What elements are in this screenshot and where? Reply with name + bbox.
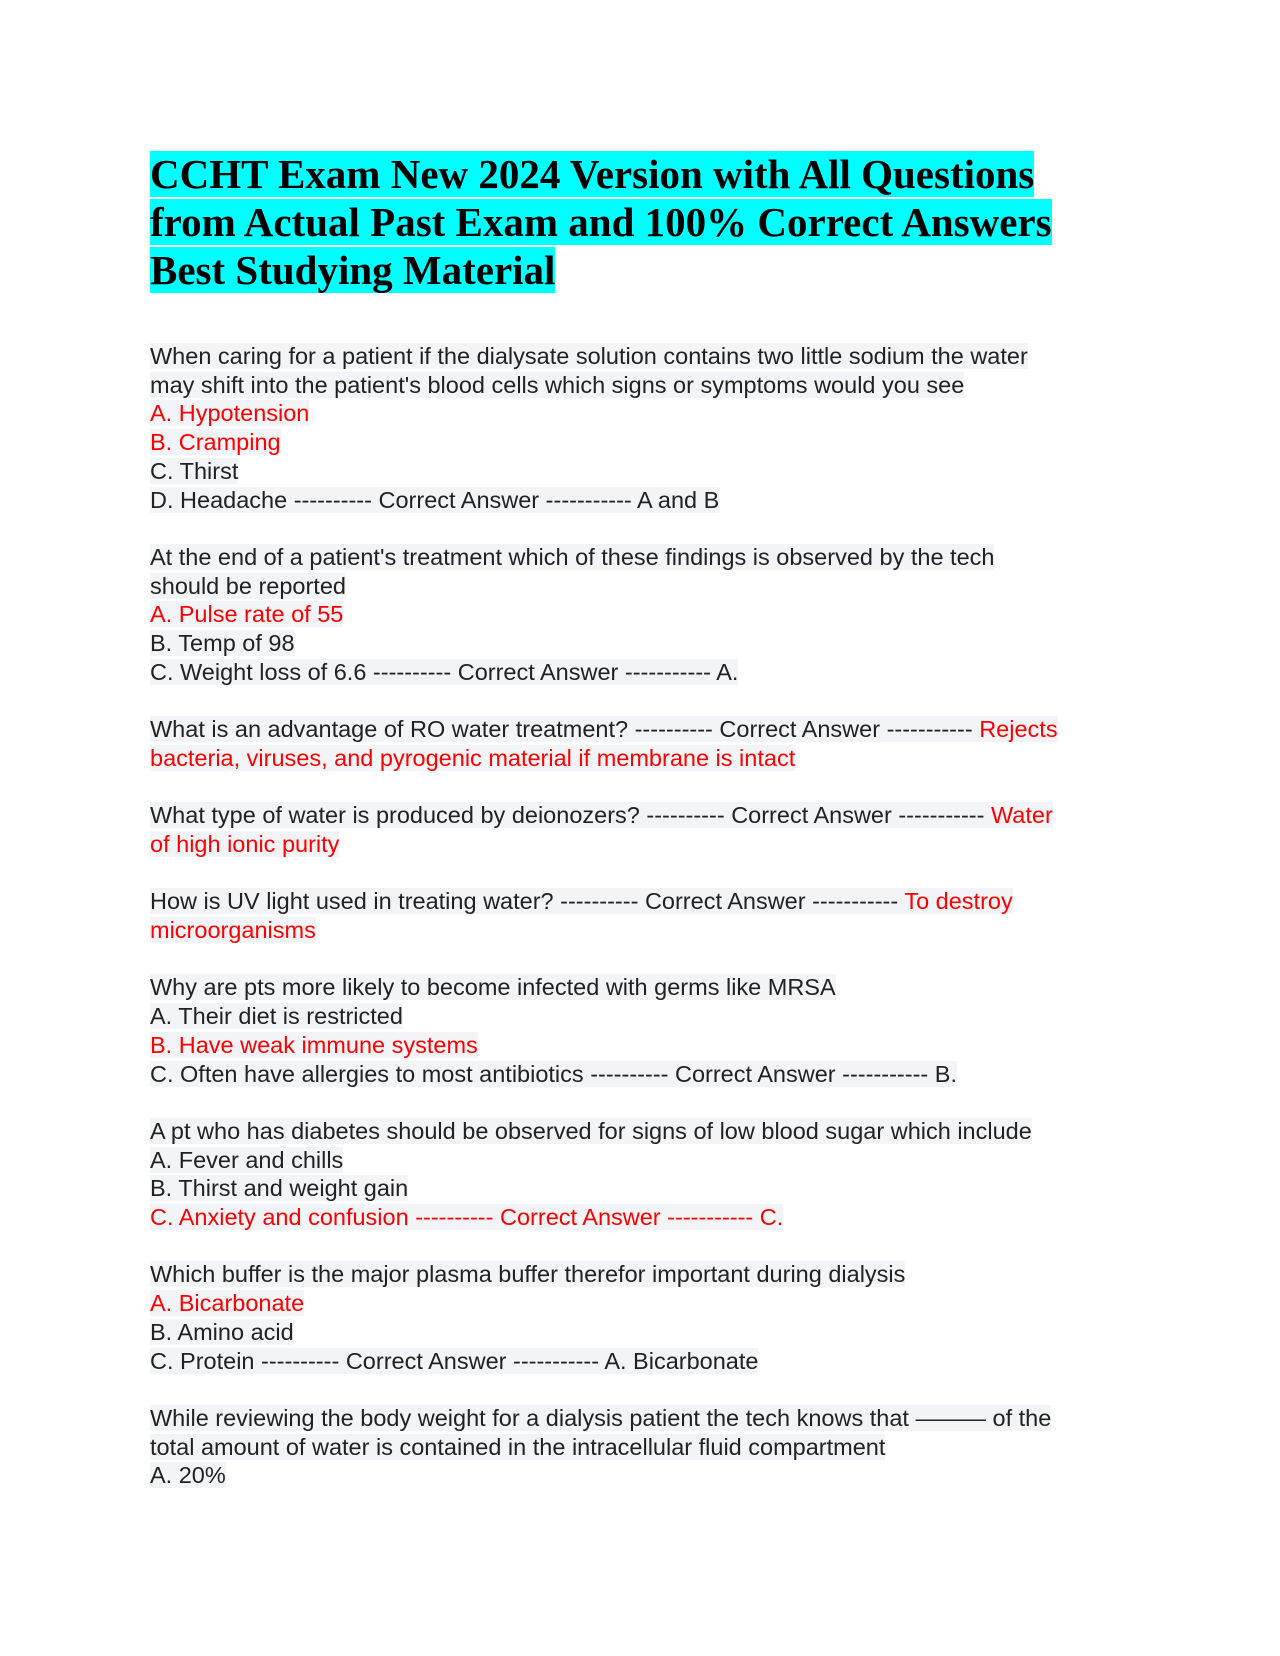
correct-answer-label: Correct Answer — [731, 802, 892, 829]
option: C. Thirst — [150, 457, 239, 484]
question-text: A pt who has diabetes should be observed for signs of low blood sugar which include — [150, 1117, 1032, 1144]
separator: ----------- — [812, 888, 899, 915]
question-text: may shift into the patient's blood cells which signs or symptoms would you see — [150, 371, 965, 398]
question-text: What type of water is produced by deionozers? — [150, 802, 640, 829]
question-block — [150, 1404, 1130, 1490]
separator: ----------- — [545, 486, 632, 513]
option-correct: A. Bicarbonate — [150, 1290, 305, 1317]
option-correct: B. Have weak immune systems — [150, 1031, 478, 1058]
separator: ---------- — [646, 802, 725, 829]
answer: C. — [759, 1204, 784, 1230]
option-correct: B. Cramping — [150, 429, 281, 456]
title-line-3: Best Studying Material — [150, 247, 556, 293]
option: C. Weight loss of 6.6 — [150, 658, 367, 685]
option: D. Headache — [150, 486, 288, 513]
option: C. Protein — [150, 1347, 255, 1374]
option: B. Amino acid — [150, 1318, 294, 1345]
answer: Water — [990, 802, 1053, 829]
separator: ---------- — [634, 716, 713, 743]
separator: ----------- — [898, 802, 985, 829]
option-correct: A. Hypotension — [150, 400, 310, 427]
question-text: of the — [992, 1404, 1052, 1431]
question-text: How is UV light used in treating water? — [150, 888, 554, 915]
correct-answer-label: Correct Answer — [644, 888, 806, 915]
option-correct: C. Anxiety and confusion — [150, 1204, 409, 1230]
option: A. 20% — [150, 1462, 226, 1489]
title-line-1: CCHT Exam New 2024 Version with All Questions — [150, 151, 1035, 197]
separator: ---------- — [560, 888, 639, 915]
question-block — [150, 801, 1130, 858]
question-text: When caring for a patient if the dialysate solution contains two little sodium the water — [150, 343, 1028, 369]
title-line-2: from Actual Past Exam and 100% Correct Answers — [150, 199, 1052, 245]
separator: ----------- — [667, 1204, 754, 1230]
answer: A. Bicarbonate — [604, 1347, 759, 1374]
option: C. Often have allergies to most antibiotics — [150, 1060, 584, 1087]
separator: ---------- — [261, 1347, 340, 1374]
separator: ---------- — [372, 658, 452, 685]
correct-answer-label: Correct Answer — [719, 716, 881, 743]
correct-answer-label: Correct Answer — [345, 1347, 507, 1374]
correct-answer-label: Correct Answer — [378, 486, 540, 513]
question-block — [150, 973, 1130, 1088]
separator: ----------- — [513, 1347, 600, 1374]
document-page — [150, 150, 1130, 1519]
correct-answer-label: Correct Answer — [500, 1204, 661, 1230]
answer: A and B — [637, 486, 720, 513]
document-title — [150, 150, 1130, 294]
answer: To destroy — [904, 888, 1013, 915]
option-correct: A. Pulse rate of 55 — [150, 601, 344, 628]
question-block — [150, 1117, 1130, 1232]
question-text: total amount of water is contained in the intracellular fluid compartment — [150, 1433, 886, 1460]
option: B. Temp of 98 — [150, 630, 295, 657]
answer: A. — [716, 658, 739, 685]
question-list — [150, 342, 1130, 1490]
question-text: What is an advantage of RO water treatment? — [150, 716, 629, 743]
option: B. Thirst and weight gain — [150, 1175, 409, 1202]
separator: ----------- — [886, 716, 973, 743]
answer-continued: bacteria, viruses, and pyrogenic material if membrane is intact — [150, 744, 796, 771]
question-text: should be reported — [150, 572, 346, 599]
separator: ---------- — [415, 1204, 494, 1230]
correct-answer-label: Correct Answer — [674, 1060, 836, 1087]
option: A. Fever and chills — [150, 1146, 344, 1173]
question-block — [150, 543, 1130, 687]
question-text: Why are pts more likely to become infected with germs like MRSA — [150, 974, 836, 1001]
answer: Rejects — [979, 716, 1058, 743]
answer-continued: of high ionic purity — [150, 830, 340, 857]
question-text: At the end of a patient's treatment which of these findings is observed by the tech — [150, 543, 995, 570]
question-text: While reviewing the body weight for a dialysis patient the tech knows that — [150, 1404, 909, 1431]
question-block — [150, 1260, 1130, 1375]
separator: ----------- — [842, 1060, 929, 1087]
question-block — [150, 715, 1130, 772]
separator: ---------- — [293, 486, 372, 513]
separator: ----------- — [624, 658, 711, 685]
question-text: Which buffer is the major plasma buffer therefor important during dialysis — [150, 1261, 906, 1288]
separator: ---------- — [590, 1060, 669, 1087]
correct-answer-label: Correct Answer — [457, 658, 619, 685]
option: A. Their diet is restricted — [150, 1003, 403, 1030]
blank-line: ——— — [915, 1404, 986, 1431]
question-block — [150, 887, 1130, 944]
answer-continued: microorganisms — [150, 917, 316, 943]
question-block — [150, 342, 1130, 514]
answer: B. — [934, 1060, 957, 1087]
